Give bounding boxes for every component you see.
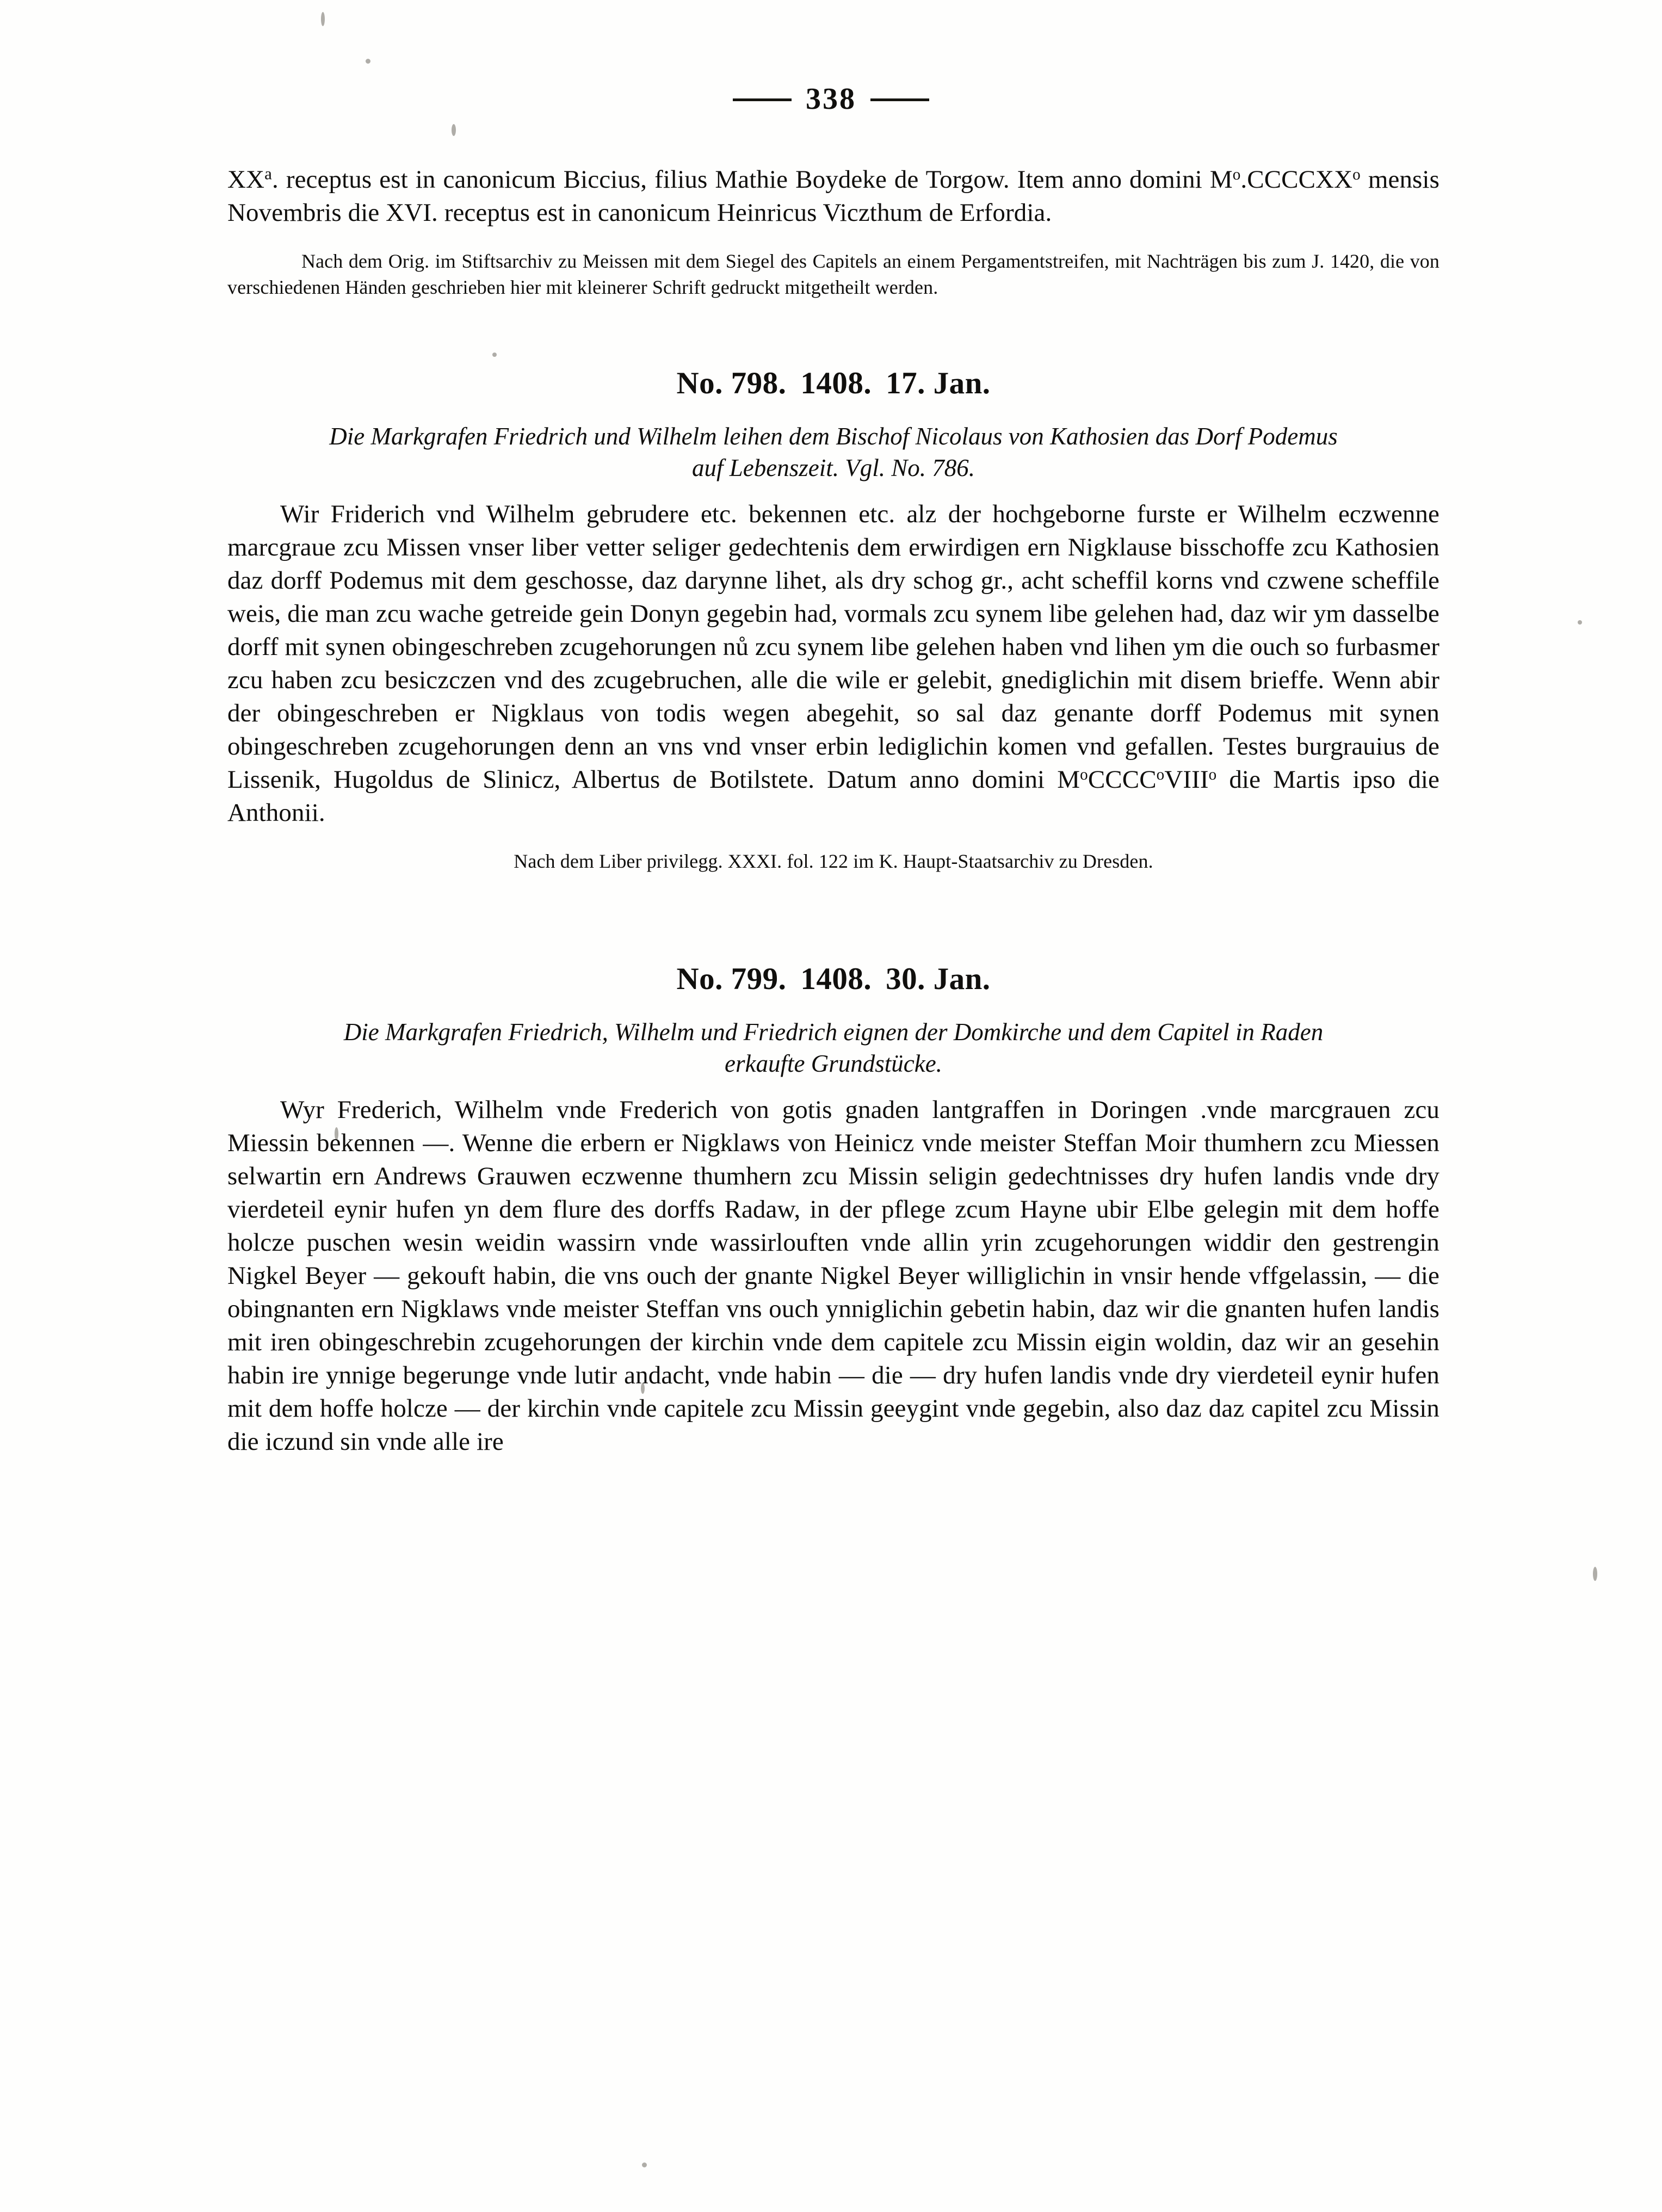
entry-798-year: 1408.: [800, 366, 872, 400]
entry-799-heading: [227, 961, 1439, 997]
entry-798-regest-line-2: auf Lebenszeit. Vgl. No. 786.: [692, 454, 975, 481]
entry-799-regest: [227, 1016, 1439, 1079]
text-column: [227, 163, 1439, 1459]
spacer: [227, 484, 1439, 498]
entry-798-regest-line-1: Die Markgrafen Friedrich und Wilhelm leihen dem Bischof Nicolaus von Kathosien das Dorf Podemus: [329, 423, 1338, 450]
continued-entry-body: $XX^a$. receptus est in canonicum Biccius, filius Mathie Boydeke de Torgow. Item anno domini $M^o.CCCCXX^o$ mensis Novembris die XVI. receptus est in canonicum Heinricus Viczthum de Erfordia.: [227, 164, 1439, 227]
scan-speck: [1578, 620, 1582, 625]
entry-799-number: No. 799.: [676, 962, 787, 996]
scan-speck: [1593, 1567, 1597, 1581]
spacer: [227, 300, 1439, 325]
entry-799-date: 30. Jan.: [886, 962, 991, 996]
entry-798-number: No. 798.: [676, 366, 787, 400]
entry-799-regest-line-2: erkaufte Grundstücke.: [725, 1050, 942, 1077]
scan-speck: [321, 12, 325, 26]
entry-799-regest-line-1: Die Markgrafen Friedrich, Wilhelm und Friedrich eignen der Domkirche und dem Capitel in Raden: [343, 1018, 1324, 1046]
entry-798-date: 17. Jan.: [886, 366, 991, 400]
entry-798-heading: [227, 366, 1439, 401]
page-number: 338: [806, 82, 856, 116]
rule-left: [733, 98, 792, 101]
entry-799-year: 1408.: [800, 962, 872, 996]
entry-799-body: Wyr Frederich, Wilhelm vnde Frederich von gotis gnaden lantgraffen in Doringen .vnde marcgrauen zcu Miessin bekennen —. Wenne die erbern er Nigklaws von Heinicz vnde meister Steffan Moir thumhern zcu Miessen selwartin ern Andrews Grauwen eczwenne thumhern zcu Missin seligin gedechtnisses dry hufen landis vnde dry vierdeteil eynir hufen yn dem flure des dorffs Radaw, in der pflege zcum Hayne ubir Elbe gelegin mit dem hoffe holcze puschen wesin weidin wassirn vnde wassirlouften vnde allin yrin zcugehorungen widdir den gestrengin Nigkel Beyer — gekouft habin, die vns ouch der gnante Nigkel Beyer williglichin in vnsir hende vffgelassin, — die obingnanten ern Nigklaws vnde meister Steffan vns ouch ynniglichin gebetin habin, daz wir die gnanten hufen landis mit iren obingeschrebin zcugehorungen der kirchin vnde dem capitele zcu Missin eigin woldin, daz wir an gesehin habin ire ynnige begerunge vnde lutir andacht, vnde habin — die — dry hufen landis vnde dry vierdeteil eynir hufen mit dem hoffe holcze — der kirchin vnde capitele zcu Missin geeygint vnde gegebin, also daz daz capitel zcu Missin die iczund sin vnde alle ire: [227, 1096, 1439, 1456]
entry-798-regest: [227, 421, 1439, 484]
rule-right: [870, 98, 929, 101]
entry-798-source-note: Nach dem Liber privilegg. XXXI. fol. 122 im K. Haupt-Staatsarchiv zu Dresden.: [514, 850, 1153, 872]
spacer: [227, 1079, 1439, 1093]
continued-entry-source-note: Nach dem Orig. im Stiftsarchiv zu Meissen mit dem Siegel des Capitels an einem Pergamentstreifen, mit Nachträgen bis zum J. 1420, die von verschiedenen Händen geschrieben hier mit kleinerer Schrift gedruckt mitgetheilt werden.: [227, 250, 1439, 298]
scan-speck: [366, 59, 370, 64]
scan-speck: [642, 2162, 647, 2167]
running-head: [0, 82, 1662, 116]
entry-798-body: Wir Friderich vnd Wilhelm gebrudere etc. bekennen etc. alz der hochgeborne furste er Wilhelm eczwenne marcgraue zcu Missen vnser liber vetter seliger gedechtenis dem erwirdigen ern Nigklause bisschoffe zcu Kathosien daz dorff Podemus mit dem geschosse, daz darynne lihet, als dry schog gr., acht scheffil korns vnd czwene scheffile weis, die man zcu wache getreide gein Donyn gegebin had, vormals zcu synem libe gelehen had, daz wir ym dasselbe dorff mit synen obingeschreben zcugehorungen nů zcu synem libe gelehen haben vnd lihen ym die ouch so furbasmer zcu haben zcu besiczczen vnd des zcugebruchen, alle die wile er gelebit, gnediglichin mit disem brieffe. Wenn abir der obingeschreben er Nigklaus von todis wegen abegehit, so sal daz genante dorff Podemus mit synen obingeschreben zcugehorungen denn an vns vnd vnser erbin lediglichin komen vnd gefallen. Testes burgrauius de Lissenik, Hugoldus de Slinicz, Albertus de Botilstete. Datum anno domini $M^oCCCC^oVIII^o$ die Martis ipso die Anthonii.: [227, 500, 1439, 827]
spacer: [227, 874, 1439, 921]
scan-speck: [452, 124, 456, 136]
